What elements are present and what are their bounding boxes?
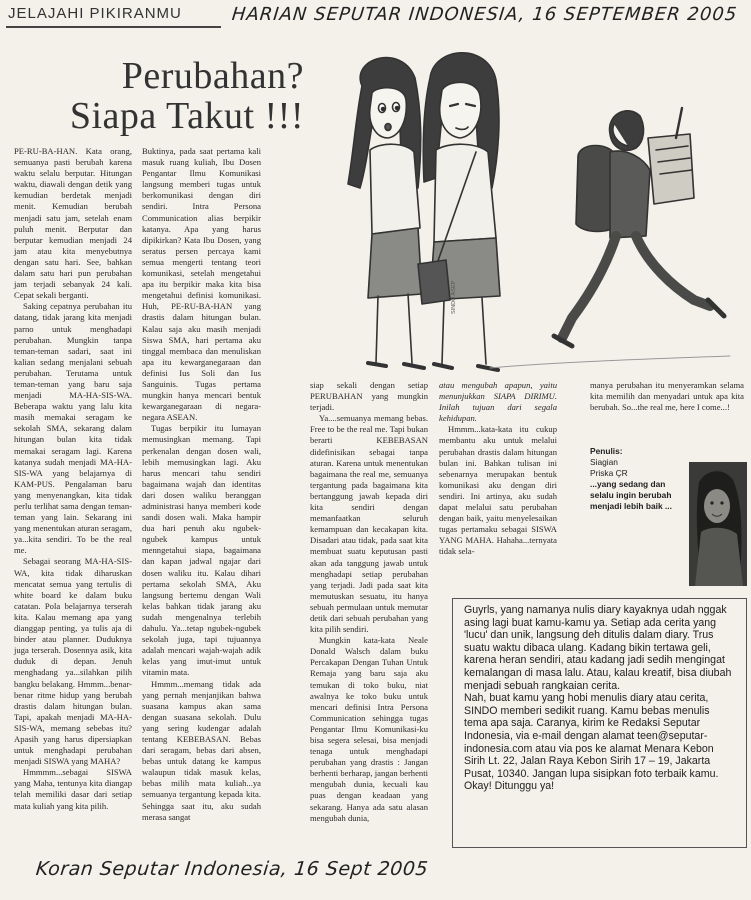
writer-label: Penulis: bbox=[590, 446, 623, 456]
box-paragraph: Guyrls, yang namanya nulis diary kayaknya udah nggak asing lagi buat kamu-kamu ya. Setiap ada cerita yang 'lucu' dan unik, langsung deh ditulis dalam diary. Trus suatu waktu dibaca ulang. Kadang bikin tertawa geli, karena heran sendiri, atau kadang jadi sedih mengingat kemalangan di masa lalu. Atau, kalau kreatif, bisa diubah menjadi sebuah rangkaian cerita. bbox=[464, 604, 732, 692]
article-column-1 bbox=[14, 146, 132, 812]
paragraph: Mungkin kata-kata Neale Donald Walsch dalam buku Percakapan Dengan Tuhan Untuk Remaja yang baru saja aku temukan di toko buku, niat awalnya ke toko buku untuk mencari definisi Intra Persona Communication sehingga tugas Pengantar Ilmu Komunikasi-ku bisa segera selesai, bisa menjadi tenaga untuk menghadapi perubahan yang drastis : Jangan berhenti berharap, jangan berhenti mengubah dunia, kecuali kau puas dengan keadaan yang sekarang. Hanya ada satu alasan mengubah dunia, bbox=[310, 635, 428, 823]
writer-photo bbox=[689, 462, 747, 586]
paragraph: Hmmmm...sebagai SISWA yang Maha, tentunya kita diangap telah memiliki dasar dari setiap mata kuliah yang kita pilih. bbox=[14, 767, 132, 811]
paragraph: siap sekali dengan setiap PERUBAHAN yang mungkin terjadi. bbox=[310, 380, 428, 413]
writer-description: ...yang sedang dan selalu ingin berubah menjadi lebih baik ... bbox=[590, 479, 672, 511]
article-column-5 bbox=[590, 380, 744, 413]
paragraph: PE-RU-BA-HAN. Kata orang, semuanya pasti berubah karena waktu selalu berputar. Hitungan waktu, diawali dengan detik yang kemudian berdetak menjadi menit. Kemudian berubah menjadi satu jam, setelah enam puluh menit. Berputar dan berputar kemudian menjadi 24 jam atau kita menyebutnya dengan satu hari. See, bahkan dalam satu hari pun perubahan jam terjadi sebanyak 24 kali. Cepat sekali berganti. bbox=[14, 146, 132, 301]
article-illustration bbox=[310, 38, 748, 380]
handwritten-source-note-bottom: Koran Seputar Indonesia, 16 Sept 2005 bbox=[34, 858, 430, 880]
paragraph: atau mengubah apapun, yaitu menunjukkan SIAPA DIRIMU. Inilah tujuan dari segala kehidupan. bbox=[439, 380, 557, 424]
paragraph: Tugas berpikir itu lumayan memusingkan memang. Tapi perkenalan dengan dosen wali, lebih memusingkan lagi. Aku harus mencari tahu sendiri bagaimana wajah dan identitas dari dosen waliku beranggan administrasi hanya memberi kode sandi dosen wali. Maka hampir dua hari penuh aku ngubek-ngubek kampus untuk menngetahui siapa, bagaimana dan kapan jadwal ngajar dari dosen waliku itu. Kalau dihari pertama sekolah SMA, Aku langsung bertemu dengan Wali kelas bahkan tidak jarang aku sudah mengenalnya terlebih dahulu. Ya...tetap ngubek-ngubek sekolah juga, tapi tujuannya adalah mencari wajah-wajah adik kelas yang imut-imut untuk vitamin mata. bbox=[142, 423, 261, 678]
article-column-4 bbox=[439, 380, 557, 558]
paragraph: Hmmm...kata-kata itu cukup membantu aku untuk melalui perubahan drastis dalam hitungan bulan ini. Bahkan tulisan ini sebenarnya merupakan bentuk komunikasi aku dengan diri sendiri. Ini artinya, aku sudah dapat melalui satu perubahan dengan baik, yaitu menyelesaikan tugas pertamaku sebagai SISWA YANG MAHA. Hahaha...ternyata tidak sela- bbox=[439, 424, 557, 557]
article-column-3 bbox=[310, 380, 428, 824]
box-paragraph: Nah, buat kamu yang hobi menulis diary atau cerita, SINDO memberi sedikit ruang. Kamu bebas menulis tema apa saja. Caranya, kirim ke Redaksi Seputar Indonesia, via e-mail dengan alamat teen@seputar-indonesia.com atau via pos ke alamat Menara Kebon Sirih Lt. 22, Jalan Raya Kebon Sirih 17 – 19, Jakarta Pusat, 10340. Jangan lupa sisipkan foto terbaik kamu. Okay! Ditunggu ya! bbox=[464, 692, 719, 793]
illustration-credit: SINDO ASEP bbox=[451, 280, 457, 314]
paragraph: Ya....semuanya memang bebas. Free to be the real me. Tapi bukan berarti KEBEBASAN didefinisikan sebagai tanpa aturan. Karena untuk menentukan bagaimana the real me, semuanya tergantung pada bagaimana kita bertanggung jawab kepada diri kita sendiri dengan memanfaatkan seluruh kemampuan dan kecakapan kita. Disadari atau tidak, pada saat kita membuat suatu keputusan pasti akan ada tanggung jawab untuk menghadapi setiap perubahan yang terjadi. Jadi pada saat kita memutuskan sesuatu, itu hanya sebuah permulaan untuk memutar detik dari sebuah perubahan yang kita pilih sendiri. bbox=[310, 413, 428, 635]
rubric-label: JELAJAHI PIKIRANMU bbox=[8, 5, 182, 22]
paragraph: manya perubahan itu menyeramkan selama kita memilih dan menyadari untuk apa kita berubah. So...the real me, here I come...! bbox=[590, 380, 744, 413]
walking-student-figure bbox=[490, 108, 730, 368]
article-column-2 bbox=[142, 146, 261, 823]
section-rubric bbox=[6, 2, 221, 28]
paragraph: Sebagai seorang MA-HA-SIS-WA, kita tidak diharuskan mencatat semua yang tertulis di white board ke dalam buku catatan. Pola belajarnya terserah kita. Kalau memang apa yang dianggap penting, ya tulis aja di binder atau planner. Duduknya juga terserah. Dosennya asik, kita duduk di depan. Jenuh menghadang ya...silahkan pilih bangku belakang. Hmmm...benar-benar ritme hidup yang berubah drastis dalam hitungan bulan. Tapi, apakah menjadi MA-HA-SIS-WA, memang sebebas itu? Apasih yang harus dipersiapkan untuk menghadapi perubahan menjadi SISWA yang MAHA? bbox=[14, 556, 132, 767]
schoolgirls-figure bbox=[348, 53, 500, 370]
article-title bbox=[34, 56, 304, 136]
paragraph: Hmmm...memang tidak ada yang pernah menjanjikan bahwa suasana kampus akan sama dengan suasana sekolah. Dulu yang sering kudengar adalah tentang KEBEBASAN. Bebas dari seragam, bebas dari absen, bebas untuk datang ke kampus walaupun tidak masuk kelas, bebas milih mata kuliah...ya semuanya tergantung kepada kita. Sehingga saat itu, aku sudah merasa sangat bbox=[142, 678, 261, 822]
paragraph: Buktinya, pada saat pertama kali masuk ruang kuliah, Ibu Dosen Pengantar Ilmu Komunikasi langsung memberi tugas untuk berkomunikasi dengan diri sendiri. Intra Persona Communication alias berpikir katanya. Apa yang harus dipikirkan? Kata Ibu Dosen, yang seratus persen percaya kami semua mengerti tentang teori komunikasi, setelah mengetahui apa itu berpikir maka kita bisa mengetahui definisi komunikasi. Huh, PE-RU-BA-HAN yang drastis dalam hitungan bulan. Kalau saja aku masih menjadi Siswa SMA, hari pertama aku tinggal membaca dan menuliskan apa itu kewarganegaraan dan definisi Ius Soli dan Ius Sanguinis. Tugas pertama mungkin hanya mencari bentuk kewarganegaraan di negara-negara ASEAN. bbox=[142, 146, 261, 423]
handwritten-source-note: HARIAN SEPUTAR INDONESIA, 16 SEPTEMBER 2005 bbox=[230, 4, 739, 25]
title-line-2: Siapa Takut !!! bbox=[69, 95, 304, 137]
writer-name-line-2: Priska ÇR bbox=[590, 468, 628, 478]
title-line-1: Perubahan? bbox=[121, 55, 304, 97]
paragraph: Saking cepatnya perubahan itu datang, tidak jarang kita menjadi parno untuk menghadapi perubahan. Mungkin tanpa teman-teman sadari, saat ini kalian sedang menjalani sebuah perubahan. Terutama untuk teman-teman yang baru saja menjadi MA-HA-SIS-WA. Beberapa waktu yang lalu kita masih memakai seragam ke sekolah SMA, sekarang dalam hitungan bulan kita tidak memakai seragam lagi. Karena katanya sudah menjadi MA-HA-SIS-WA yang belajarnya di KAM-PUS. Pengalaman baru yang menyenangkan, kita tidak perlu terlihat sama dengan teman-teman yang lain. Sekarang ini yang menentukan aturan seragam, ya...kita sendiri. To be the real me. bbox=[14, 301, 132, 556]
writer-name-line-1: Siagian bbox=[590, 457, 618, 467]
writer-credit bbox=[590, 446, 686, 512]
submission-invitation-box bbox=[452, 598, 747, 848]
